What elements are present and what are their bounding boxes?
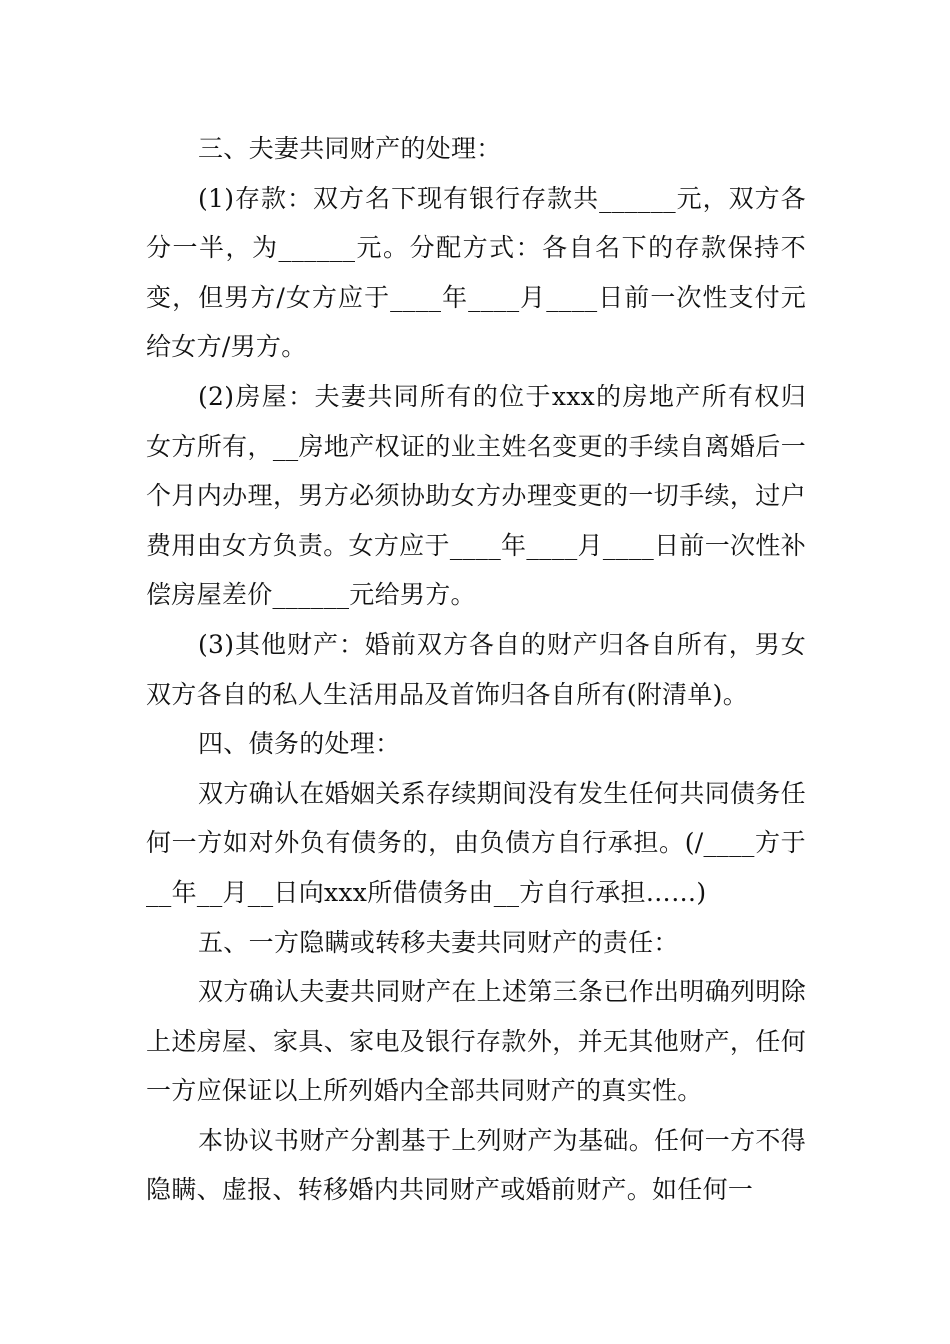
section-heading-concealment: 五、一方隐瞒或转移夫妻共同财产的责任： bbox=[198, 927, 679, 957]
section-heading-debts: 四、债务的处理： bbox=[198, 729, 401, 759]
paragraph-debts: 双方确认在婚姻关系存续期间没有发生任何共同债务任何一方如对外负有债务的，由负债方自行承担。(/____方于__年__月__日向xxx所借债务由__方自行承担……) bbox=[146, 778, 806, 907]
paragraph-house: (2)房屋：夫妻共同所有的位于xxx的房地产所有权归女方所有，__房地产权证的业主姓名变更的手续自离婚后一个月内办理，男方必须协助女方办理变更的一切手续，过户费用由女方负责。女方应于____年____月____日前一次性补偿房屋差价______元给男方。 bbox=[146, 381, 806, 610]
paragraph-basis: 本协议书财产分割基于上列财产为基础。任何一方不得隐瞒、虚报、转移婚内共同财产或婚前财产。如任何一 bbox=[146, 1125, 806, 1205]
paragraph-other-property: (3)其他财产：婚前双方各自的财产归各自所有，男女双方各自的私人生活用品及首饰归各自所有(附清单)。 bbox=[146, 629, 806, 709]
document-body bbox=[146, 124, 806, 1215]
paragraph-deposits: (1)存款：双方名下现有银行存款共______元，双方各分一半，为______元。分配方式：各自名下的存款保持不变，但男方/女方应于____年____月____日前一次性支付元给女方/男方。 bbox=[146, 183, 806, 362]
section-heading-property: 三、夫妻共同财产的处理： bbox=[198, 134, 502, 163]
paragraph-concealment: 双方确认夫妻共同财产在上述第三条已作出明确列明除上述房屋、家具、家电及银行存款外，并无其他财产，任何一方应保证以上所列婚内全部共同财产的真实性。 bbox=[146, 977, 806, 1106]
